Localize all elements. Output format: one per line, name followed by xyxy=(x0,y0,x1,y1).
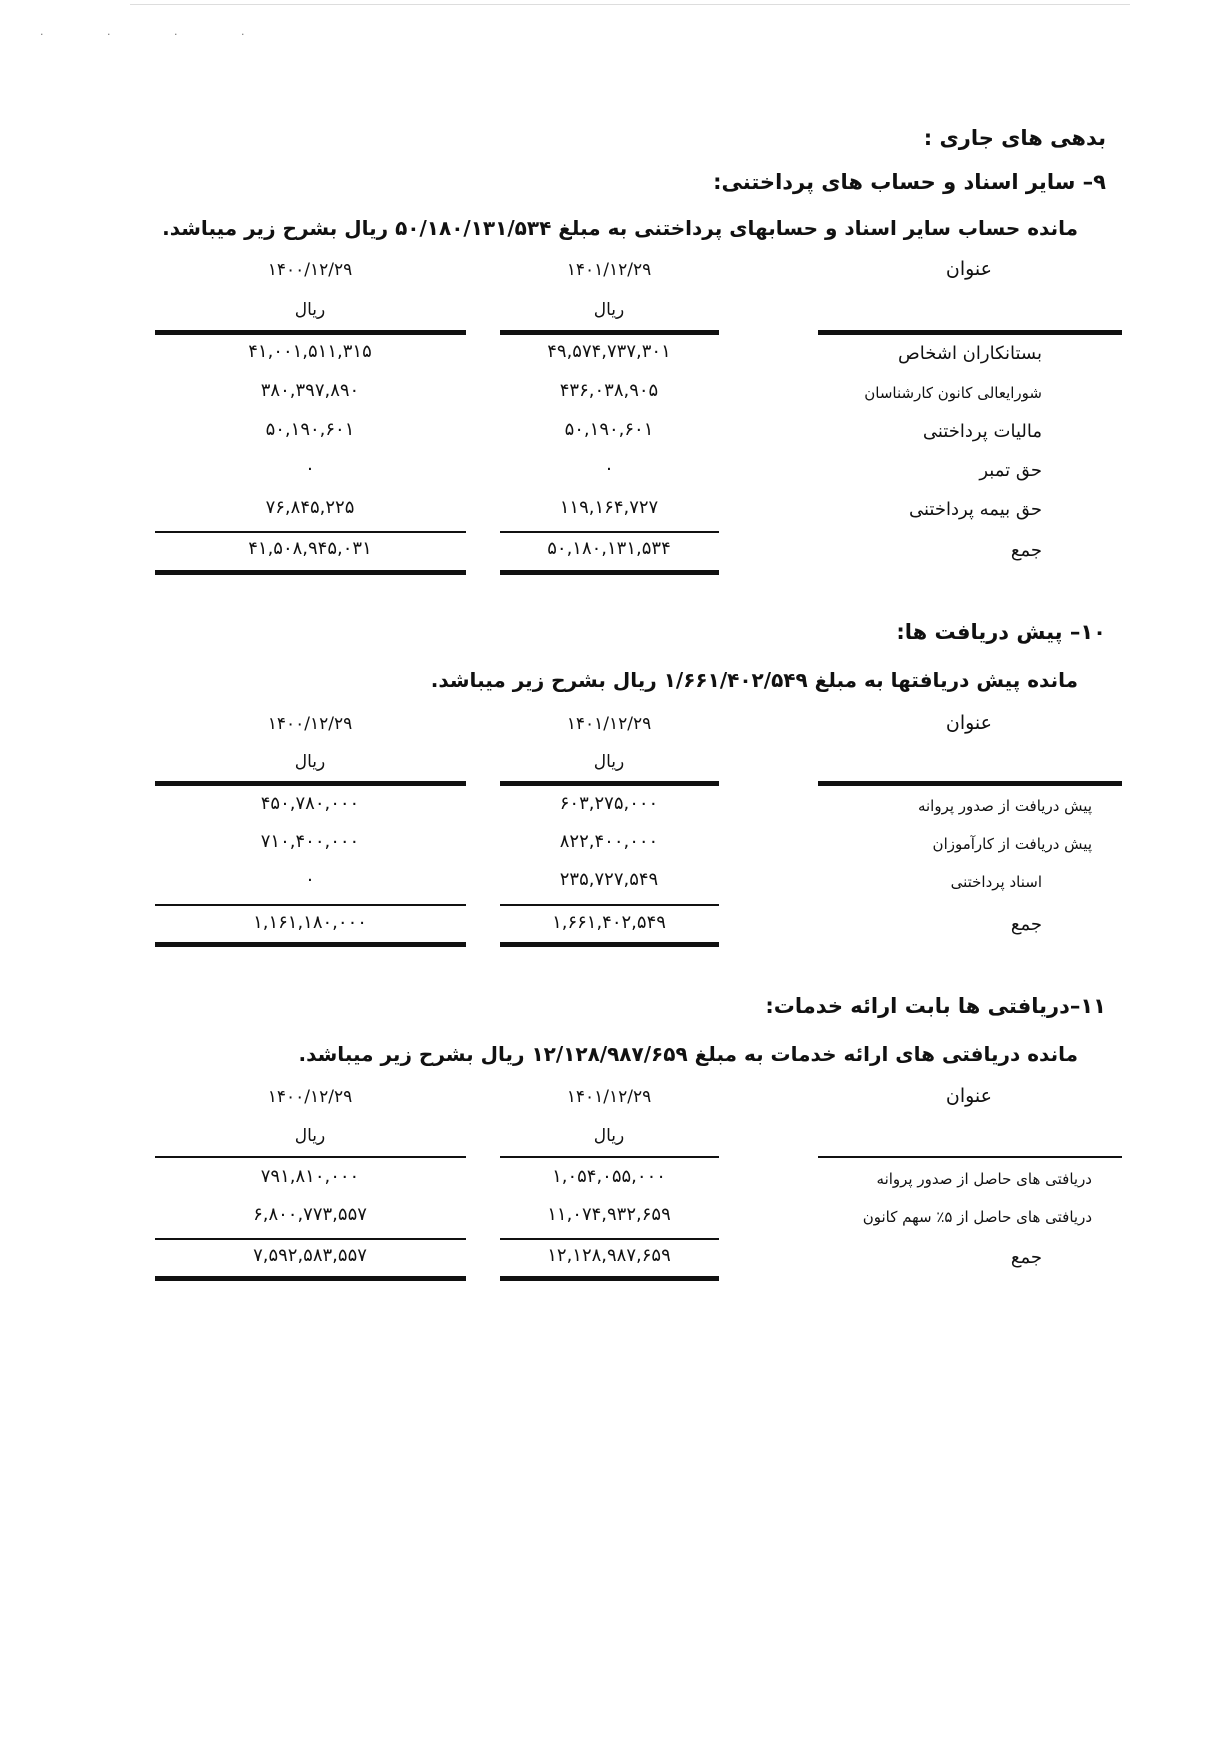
table-row xyxy=(0,831,1232,867)
prior-total: ۱,۱۶۱,۱۸۰,۰۰۰ xyxy=(253,912,367,933)
prior-total: ۴۱,۵۰۸,۹۴۵,۰۳۱ xyxy=(248,538,372,559)
prior-value: ۴۱,۰۰۱,۵۱۱,۳۱۵ xyxy=(248,341,372,362)
section-9-label-header: عنوان xyxy=(945,258,992,280)
scan-specks: · · · · xyxy=(40,28,275,41)
section-11-col-current: ۱۴۰۱/۱۲/۲۹ xyxy=(566,1087,652,1107)
row-label: حق بیمه پرداختنی xyxy=(908,499,1042,520)
current-value: ۲۳۵,۷۲۷,۵۴۹ xyxy=(559,869,659,890)
current-value: ۱,۰۵۴,۰۵۵,۰۰۰ xyxy=(552,1166,666,1187)
scan-edge-line xyxy=(130,4,1130,5)
row-label: شورایعالی کانون کارشناسان xyxy=(864,384,1042,402)
section-10-header-rule-label xyxy=(818,781,1122,786)
current-value: ۱۱,۰۷۴,۹۳۲,۶۵۹ xyxy=(547,1204,671,1225)
section-9-header-rule-prior xyxy=(155,330,466,335)
prior-value: ۷۱۰,۴۰۰,۰۰۰ xyxy=(260,831,360,852)
row-label: دریافتی های حاصل از صدور پروانه xyxy=(876,1170,1092,1188)
current-total: ۱۲,۱۲۸,۹۸۷,۶۵۹ xyxy=(547,1245,671,1266)
row-label: مالیات پرداختنی xyxy=(922,421,1042,442)
section-9-col-prior: ۱۴۰۰/۱۲/۲۹ xyxy=(267,260,353,280)
section-9-col-current: ۱۴۰۱/۱۲/۲۹ xyxy=(566,260,652,280)
section-9-header-rule-label xyxy=(818,330,1122,335)
row-label: پیش دریافت از کارآموزان xyxy=(932,835,1092,853)
section-10-header-rule-current xyxy=(500,781,719,786)
row-label: اسناد پرداختنی xyxy=(950,873,1042,891)
section-10-col-current: ۱۴۰۱/۱۲/۲۹ xyxy=(566,714,652,734)
section-11-unit-prior: ریال xyxy=(294,1126,326,1146)
table-row xyxy=(0,793,1232,829)
section-11-col-prior: ۱۴۰۰/۱۲/۲۹ xyxy=(267,1087,353,1107)
row-label: پیش دریافت از صدور پروانه xyxy=(917,797,1092,815)
section-11-total-rule-current xyxy=(500,1276,719,1281)
main-heading: بدهی های جاری : xyxy=(923,126,1106,150)
section-11-unit-current: ریال xyxy=(593,1126,625,1146)
section-10-col-prior: ۱۴۰۰/۱۲/۲۹ xyxy=(267,714,353,734)
table-row xyxy=(0,341,1232,377)
prior-value: ۳۸۰,۳۹۷,۸۹۰ xyxy=(260,380,360,401)
section-10-description: مانده پیش دریافتها به مبلغ ۱/۶۶۱/۴۰۲/۵۴۹ ریال بشرح زیر میباشد. xyxy=(430,668,1078,692)
table-row xyxy=(0,380,1232,416)
section-11-header-rule-prior xyxy=(155,1156,466,1158)
current-total: ۵۰,۱۸۰,۱۳۱,۵۳۴ xyxy=(547,538,671,559)
section-10-unit-prior: ریال xyxy=(294,752,326,772)
prior-value: ۶,۸۰۰,۷۷۳,۵۵۷ xyxy=(253,1204,367,1225)
prior-total: ۷,۵۹۲,۵۸۳,۵۵۷ xyxy=(253,1245,367,1266)
section-10-total-rule-prior xyxy=(155,942,466,947)
section-10-subtotal-rule-current xyxy=(500,904,719,906)
total-label: جمع xyxy=(1010,914,1042,935)
total-label: جمع xyxy=(1010,540,1042,561)
table-row xyxy=(0,419,1232,455)
section-9-total-rule-prior xyxy=(155,570,466,575)
prior-value: ۵۰,۱۹۰,۶۰۱ xyxy=(265,419,355,440)
section-9-description: مانده حساب سایر اسناد و حسابهای پرداختنی به مبلغ ۵۰/۱۸۰/۱۳۱/۵۳۴ ریال بشرح زیر میباشد. xyxy=(162,216,1078,240)
prior-value: ۰ xyxy=(305,869,315,890)
current-value: ۱۱۹,۱۶۴,۷۲۷ xyxy=(559,497,659,518)
current-value: ۴۹,۵۷۴,۷۳۷,۳۰۱ xyxy=(547,341,671,362)
current-value: ۰ xyxy=(604,458,614,479)
table-row xyxy=(0,1204,1232,1240)
section-9-header-rule-current xyxy=(500,330,719,335)
section-11-header-rule-label xyxy=(818,1156,1122,1158)
section-11-description: مانده دریافتی های ارائه خدمات به مبلغ ۱۲/۱۲۸/۹۸۷/۶۵۹ ریال بشرح زیر میباشد. xyxy=(298,1042,1078,1066)
section-9-subtotal-rule-current xyxy=(500,531,719,533)
current-value: ۸۲۲,۴۰۰,۰۰۰ xyxy=(559,831,659,852)
section-9-title: ۹– سایر اسناد و حساب های پرداختنی: xyxy=(713,170,1106,194)
section-11-label-header: عنوان xyxy=(945,1085,992,1107)
prior-value: ۴۵۰,۷۸۰,۰۰۰ xyxy=(260,793,360,814)
row-label: دریافتی های حاصل از ۵٪ سهم کانون xyxy=(862,1208,1092,1226)
prior-value: ۷۶,۸۴۵,۲۲۵ xyxy=(265,497,355,518)
section-10-title: ۱۰– پیش دریافت ها: xyxy=(896,620,1106,644)
prior-value: ۷۹۱,۸۱۰,۰۰۰ xyxy=(260,1166,360,1187)
section-9-unit-current: ریال xyxy=(593,300,625,320)
current-value: ۵۰,۱۹۰,۶۰۱ xyxy=(564,419,654,440)
table-row xyxy=(0,1166,1232,1202)
section-9-unit-prior: ریال xyxy=(294,300,326,320)
section-11-header-rule-current xyxy=(500,1156,719,1158)
section-10-header-rule-prior xyxy=(155,781,466,786)
row-label: حق تمبر xyxy=(979,460,1042,481)
prior-value: ۰ xyxy=(305,458,315,479)
section-10-total-rule-current xyxy=(500,942,719,947)
total-label: جمع xyxy=(1010,1247,1042,1268)
section-11-subtotal-rule-current xyxy=(500,1238,719,1240)
table-row xyxy=(0,458,1232,494)
current-value: ۴۳۶,۰۳۸,۹۰۵ xyxy=(559,380,659,401)
section-11-total-rule-prior xyxy=(155,1276,466,1281)
table-row xyxy=(0,869,1232,905)
current-value: ۶۰۳,۲۷۵,۰۰۰ xyxy=(559,793,659,814)
current-total: ۱,۶۶۱,۴۰۲,۵۴۹ xyxy=(552,912,666,933)
section-10-unit-current: ریال xyxy=(593,752,625,772)
section-9-total-rule-current xyxy=(500,570,719,575)
section-10-subtotal-rule-prior xyxy=(155,904,466,906)
row-label: بستانکاران اشخاص xyxy=(898,343,1042,364)
section-11-title: ۱۱–دریافتی ها بابت ارائه خدمات: xyxy=(765,994,1106,1018)
section-9-subtotal-rule-prior xyxy=(155,531,466,533)
total-row xyxy=(0,538,1232,574)
table-row xyxy=(0,497,1232,533)
section-11-subtotal-rule-prior xyxy=(155,1238,466,1240)
section-10-label-header: عنوان xyxy=(945,712,992,734)
